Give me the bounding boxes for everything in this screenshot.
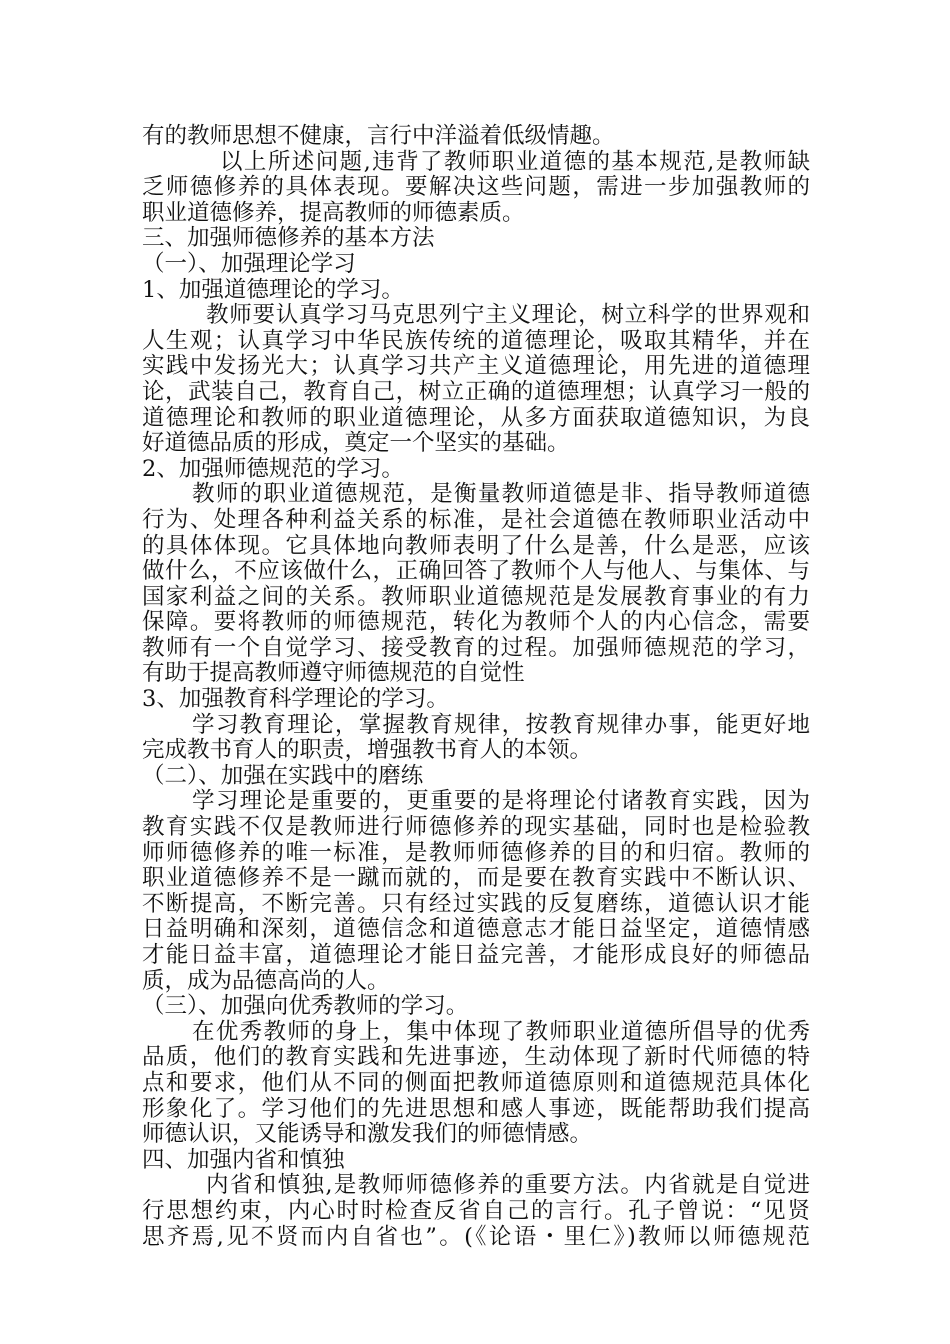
- summary-paragraph-line: 职业道德修养，提高教师的师德素质。: [142, 199, 525, 226]
- item-1-paragraph-line: 好道德品质的形成，奠定一个坚实的基础。: [142, 430, 570, 457]
- subsection-2-paragraph-line: 不断提高，不断完善。只有经过实践的反复磨练，道德认识才能: [142, 890, 810, 917]
- item-2-paragraph-line: 保障。要将教师的师德规范，转化为教师个人的内心信念，需要: [142, 609, 810, 636]
- item-2-paragraph-line: 教师有一个自觉学习、接受教育的过程。加强师德规范的学习，: [142, 634, 810, 661]
- item-1-paragraph-line: 道德理论和教师的职业道德理论，从多方面获取道德知识，为良: [142, 404, 810, 431]
- section-4-paragraph-line: 思齐焉,见不贤而内自省也”。(《论语・里仁》)教师以师德规范: [142, 1223, 810, 1250]
- summary-paragraph-line: 以上所述问题,违背了教师职业道德的基本规范,是教师缺: [220, 148, 810, 175]
- item-1-paragraph-line: 论，武装自己，教育自己，树立正确的道德理想；认真学习一般的: [142, 378, 810, 405]
- item-2-paragraph-line: 做什么，不应该做什么，正确回答了教师个人与他人、与集体、与: [142, 558, 810, 585]
- subsection-2-paragraph-line: 质，成为品德高尚的人。: [142, 967, 390, 994]
- subsection-3-paragraph-line: 在优秀教师的身上，集中体现了教师职业道德所倡导的优秀: [192, 1018, 810, 1045]
- subsection-3-paragraph-line: 点和要求，他们从不同的侧面把教师道德原则和道德规范具体化: [142, 1069, 810, 1096]
- document-page: [142, 124, 810, 1250]
- subsection-3-heading: （三）、加强向优秀教师的学习。: [142, 993, 469, 1020]
- item-1-heading: 1、加强道德理论的学习。: [142, 276, 404, 303]
- summary-paragraph-line: 乏师德修养的具体表现。要解决这些问题，需进一步加强教师的: [142, 174, 810, 201]
- item-1-paragraph-line: 实践中发扬光大；认真学习共产主义道德理论，用先进的道德理: [142, 353, 810, 380]
- subsection-3-paragraph-line: 品质，他们的教育实践和先进事迹，生动体现了新时代师德的特: [142, 1044, 810, 1071]
- subsection-2-paragraph-line: 才能日益丰富，道德理论才能日益完善，才能形成良好的师德品: [142, 942, 810, 968]
- section-4-heading: 四、加强内省和慎独: [142, 1146, 345, 1173]
- subsection-2-paragraph-line: 学习理论是重要的，更重要的是将理论付诸教育实践，因为: [192, 788, 810, 815]
- subsection-1-heading: （一）、加强理论学习: [142, 250, 356, 277]
- subsection-3-paragraph-line: 师德认识，又能诱导和激发我们的师德情感。: [142, 1121, 593, 1148]
- subsection-2-paragraph-line: 职业道德修养不是一蹴而就的，而是要在教育实践中不断认识、: [142, 865, 810, 892]
- subsection-3-paragraph-line: 形象化了。学习他们的先进思想和感人事迹，既能帮助我们提高: [142, 1095, 810, 1122]
- section-4-paragraph-line: 行思想约束，内心时时检查反省自己的言行。孔子曾说：“见贤: [142, 1197, 810, 1224]
- section-4-paragraph-line: 内省和慎独,是教师师德修养的重要方法。内省就是自觉进: [206, 1172, 810, 1199]
- item-1-paragraph-line: 人生观；认真学习中华民族传统的道德理论，吸取其精华，并在: [142, 327, 810, 354]
- subsection-2-paragraph-line: 教育实践不仅是教师进行师德修养的现实基础，同时也是检验教: [142, 814, 810, 841]
- intro-line: 有的教师思想不健康，言行中洋溢着低级情趣。: [142, 123, 615, 149]
- item-2-heading: 2、加强师德规范的学习。: [142, 455, 404, 482]
- item-3-heading: 3、加强教育科学理论的学习。: [142, 686, 449, 713]
- subsection-2-paragraph-line: 日益明确和深刻，道德信念和道德意志才能日益坚定，道德情感: [142, 916, 810, 943]
- item-2-paragraph-line: 的具体体现。它具体地向教师表明了什么是善，什么是恶，应该: [142, 532, 810, 559]
- item-3-paragraph-line: 学习教育理论，掌握教育规律，按教育规律办事，能更好地: [192, 711, 810, 738]
- subsection-2-heading: （二）、加强在实践中的磨练: [142, 762, 424, 789]
- item-3-paragraph-line: 完成教书育人的职责，增强教书育人的本领。: [142, 737, 593, 764]
- subsection-2-paragraph-line: 师师德修养的唯一标准，是教师师德修养的目的和归宿。教师的: [142, 839, 810, 866]
- item-2-paragraph-line: 国家利益之间的关系。教师职业道德规范是发展教育事业的有力: [142, 583, 810, 610]
- section-3-heading: 三、加强师德修养的基本方法: [142, 225, 435, 252]
- item-2-paragraph-line: 有助于提高教师遵守师德规范的自觉性: [142, 660, 525, 687]
- item-2-paragraph-line: 行为、处理各种利益关系的标准，是社会道德在教师职业活动中: [142, 506, 810, 533]
- item-1-paragraph-line: 教师要认真学习马克思列宁主义理论，树立科学的世界观和: [206, 302, 810, 329]
- item-2-paragraph-line: 教师的职业道德规范，是衡量教师道德是非、指导教师道德: [192, 481, 810, 508]
